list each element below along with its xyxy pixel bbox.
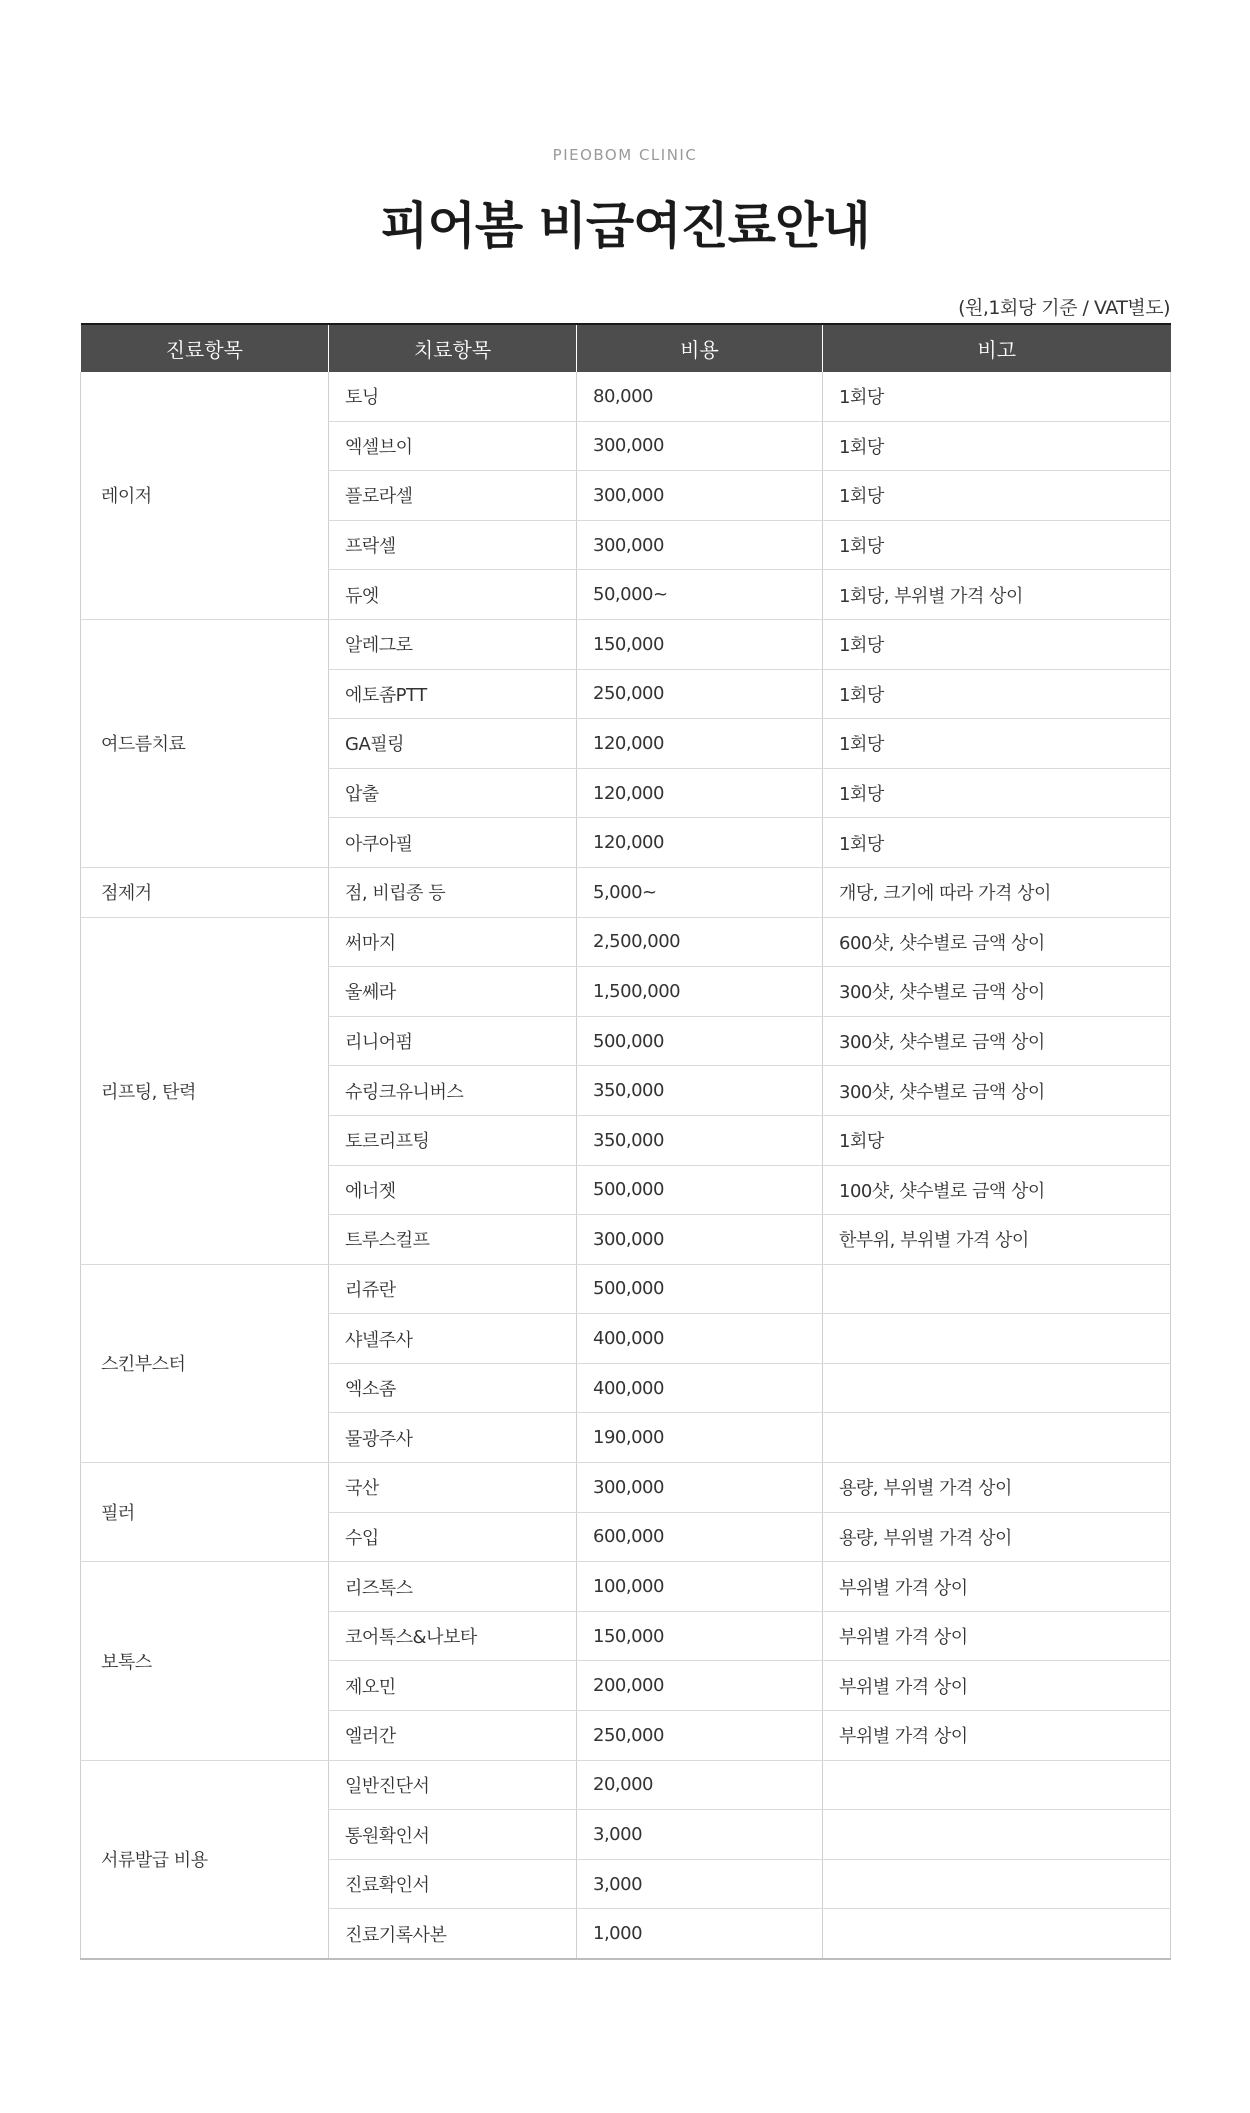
note-cell <box>823 1909 1171 1959</box>
treatment-cell: 플로라셀 <box>329 471 577 521</box>
table-row <box>81 867 1171 917</box>
treatment-cell: 토닝 <box>329 372 577 421</box>
price-cell: 1,500,000 <box>577 967 823 1017</box>
header-row <box>81 324 1171 372</box>
price-cell: 200,000 <box>577 1661 823 1711</box>
category-cell: 서류발급 비용 <box>81 1760 329 1959</box>
price-cell: 3,000 <box>577 1810 823 1860</box>
price-cell: 5,000~ <box>577 867 823 917</box>
price-cell: 350,000 <box>577 1066 823 1116</box>
treatment-cell: 듀엣 <box>329 570 577 620</box>
treatment-cell: 국산 <box>329 1463 577 1513</box>
treatment-cell: 토르리프팅 <box>329 1115 577 1165</box>
table-row <box>81 1264 1171 1314</box>
category-cell: 점제거 <box>81 867 329 917</box>
note-cell <box>823 1760 1171 1810</box>
price-cell: 300,000 <box>577 1215 823 1265</box>
note-cell: 600샷, 샷수별로 금액 상이 <box>823 917 1171 967</box>
price-table <box>80 323 1171 1960</box>
treatment-cell: 수입 <box>329 1512 577 1562</box>
table-row <box>81 917 1171 967</box>
price-cell: 300,000 <box>577 471 823 521</box>
price-cell: 80,000 <box>577 372 823 421</box>
treatment-cell: 알레그로 <box>329 619 577 669</box>
price-cell: 300,000 <box>577 520 823 570</box>
price-cell: 500,000 <box>577 1016 823 1066</box>
unit-note: (원,1회당 기준 / VAT별도) <box>958 297 1170 319</box>
treatment-cell: 샤넬주사 <box>329 1314 577 1364</box>
table-row <box>81 1562 1171 1612</box>
page-title: 피어봄 비급여진료안내 <box>380 197 870 255</box>
note-cell: 300샷, 샷수별로 금액 상이 <box>823 967 1171 1017</box>
treatment-cell: 진료기록사본 <box>329 1909 577 1959</box>
treatment-cell: 에토좀PTT <box>329 669 577 719</box>
table-row <box>81 1463 1171 1513</box>
table-row <box>81 619 1171 669</box>
treatment-cell: 통원확인서 <box>329 1810 577 1860</box>
note-cell: 부위별 가격 상이 <box>823 1562 1171 1612</box>
table-row <box>81 372 1171 421</box>
note-cell: 1회당 <box>823 818 1171 868</box>
treatment-cell: 울쎄라 <box>329 967 577 1017</box>
table-header <box>81 324 1171 372</box>
treatment-cell: 제오민 <box>329 1661 577 1711</box>
note-cell: 개당, 크기에 따라 가격 상이 <box>823 867 1171 917</box>
note-cell: 부위별 가격 상이 <box>823 1661 1171 1711</box>
price-cell: 50,000~ <box>577 570 823 620</box>
note-cell: 1회당, 부위별 가격 상이 <box>823 570 1171 620</box>
price-cell: 1,000 <box>577 1909 823 1959</box>
column-header-price: 비용 <box>577 324 823 372</box>
price-cell: 250,000 <box>577 1711 823 1761</box>
price-cell: 300,000 <box>577 1463 823 1513</box>
note-cell: 1회당 <box>823 471 1171 521</box>
price-cell: 190,000 <box>577 1413 823 1463</box>
note-cell: 1회당 <box>823 421 1171 471</box>
note-cell: 300샷, 샷수별로 금액 상이 <box>823 1066 1171 1116</box>
treatment-cell: 진료확인서 <box>329 1859 577 1909</box>
price-cell: 120,000 <box>577 818 823 868</box>
price-cell: 250,000 <box>577 669 823 719</box>
price-cell: 120,000 <box>577 768 823 818</box>
price-cell: 20,000 <box>577 1760 823 1810</box>
treatment-cell: 압출 <box>329 768 577 818</box>
note-cell: 100샷, 샷수별로 금액 상이 <box>823 1165 1171 1215</box>
price-cell: 300,000 <box>577 421 823 471</box>
price-cell: 100,000 <box>577 1562 823 1612</box>
treatment-cell: 점, 비립종 등 <box>329 867 577 917</box>
treatment-cell: 슈링크유니버스 <box>329 1066 577 1116</box>
treatment-cell: 아쿠아필 <box>329 818 577 868</box>
note-cell: 300샷, 샷수별로 금액 상이 <box>823 1016 1171 1066</box>
note-cell: 1회당 <box>823 1115 1171 1165</box>
note-cell <box>823 1264 1171 1314</box>
note-cell: 용량, 부위별 가격 상이 <box>823 1512 1171 1562</box>
category-cell: 필러 <box>81 1463 329 1562</box>
note-cell: 부위별 가격 상이 <box>823 1611 1171 1661</box>
note-cell: 한부위, 부위별 가격 상이 <box>823 1215 1171 1265</box>
price-cell: 500,000 <box>577 1165 823 1215</box>
treatment-cell: 리니어펌 <box>329 1016 577 1066</box>
treatment-cell: 엘러간 <box>329 1711 577 1761</box>
clinic-subtitle: PIEOBOM CLINIC <box>552 146 698 164</box>
column-header-treatment: 치료항목 <box>329 324 577 372</box>
treatment-cell: 물광주사 <box>329 1413 577 1463</box>
note-cell: 부위별 가격 상이 <box>823 1711 1171 1761</box>
price-cell: 350,000 <box>577 1115 823 1165</box>
category-cell: 보톡스 <box>81 1562 329 1760</box>
treatment-cell: 엑셀브이 <box>329 421 577 471</box>
price-cell: 2,500,000 <box>577 917 823 967</box>
note-cell <box>823 1810 1171 1860</box>
column-header-note: 비고 <box>823 324 1171 372</box>
note-cell: 1회당 <box>823 768 1171 818</box>
treatment-cell: 프락셀 <box>329 520 577 570</box>
note-cell <box>823 1859 1171 1909</box>
category-cell: 여드름치료 <box>81 619 329 867</box>
treatment-cell: 엑소좀 <box>329 1363 577 1413</box>
table-body <box>81 372 1171 1959</box>
price-cell: 500,000 <box>577 1264 823 1314</box>
price-cell: 3,000 <box>577 1859 823 1909</box>
price-cell: 400,000 <box>577 1363 823 1413</box>
note-cell <box>823 1314 1171 1364</box>
column-header-category: 진료항목 <box>81 324 329 372</box>
treatment-cell: GA필링 <box>329 719 577 769</box>
treatment-cell: 리쥬란 <box>329 1264 577 1314</box>
treatment-cell: 트루스컬프 <box>329 1215 577 1265</box>
treatment-cell: 써마지 <box>329 917 577 967</box>
price-cell: 120,000 <box>577 719 823 769</box>
table-row <box>81 1760 1171 1810</box>
treatment-cell: 코어톡스&나보타 <box>329 1611 577 1661</box>
note-cell: 1회당 <box>823 719 1171 769</box>
note-cell <box>823 1413 1171 1463</box>
price-cell: 600,000 <box>577 1512 823 1562</box>
note-cell <box>823 1363 1171 1413</box>
note-cell: 1회당 <box>823 520 1171 570</box>
note-cell: 1회당 <box>823 619 1171 669</box>
treatment-cell: 일반진단서 <box>329 1760 577 1810</box>
price-cell: 150,000 <box>577 1611 823 1661</box>
treatment-cell: 에너젯 <box>329 1165 577 1215</box>
note-cell: 용량, 부위별 가격 상이 <box>823 1463 1171 1513</box>
category-cell: 리프팅, 탄력 <box>81 917 329 1264</box>
note-cell: 1회당 <box>823 372 1171 421</box>
category-cell: 스킨부스터 <box>81 1264 329 1462</box>
note-cell: 1회당 <box>823 669 1171 719</box>
treatment-cell: 리즈톡스 <box>329 1562 577 1612</box>
category-cell: 레이저 <box>81 372 329 619</box>
price-cell: 150,000 <box>577 619 823 669</box>
price-cell: 400,000 <box>577 1314 823 1364</box>
